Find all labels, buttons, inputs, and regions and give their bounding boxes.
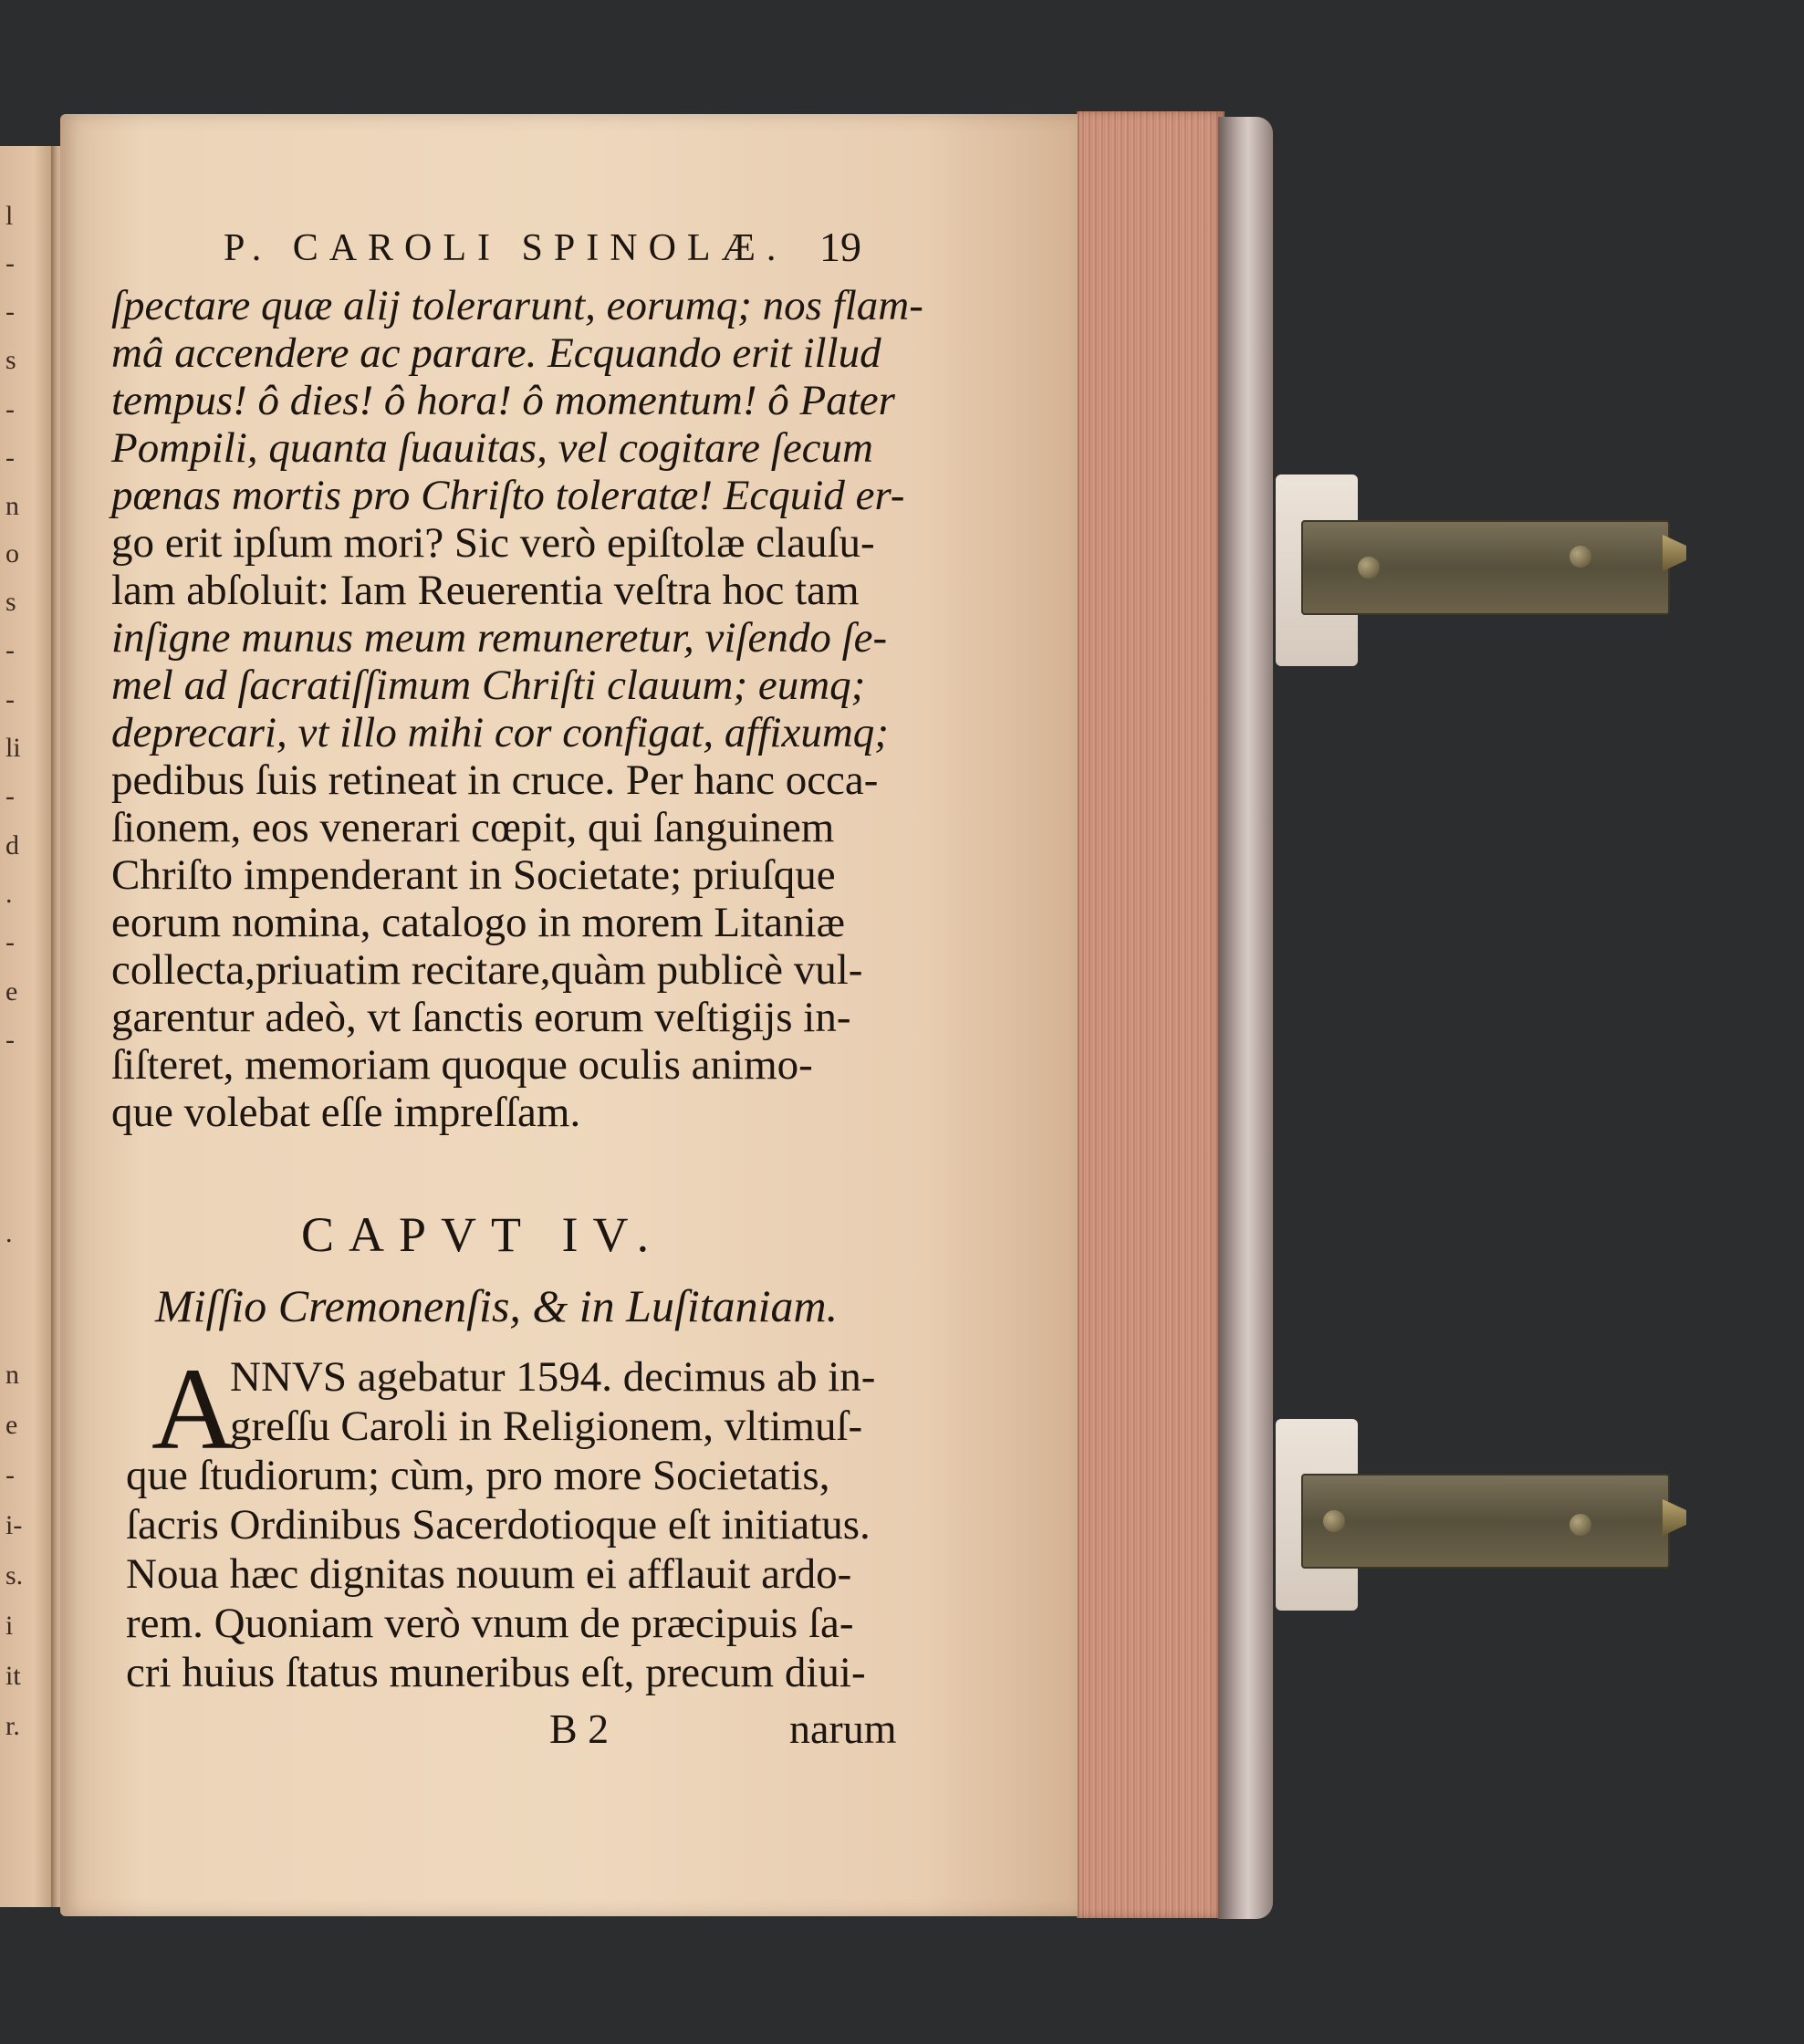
text-line: lam abſoluit: Iam Reuerentia veſtra hoc tam bbox=[111, 567, 860, 614]
text-line: Noua hæc dignitas nouum ei afflauit ardo- bbox=[126, 1550, 852, 1598]
clasp-plate bbox=[1301, 520, 1670, 615]
left-page-fragment: - bbox=[5, 443, 15, 473]
text-line: que ſtudiorum; cùm, pro more Societatis, bbox=[126, 1452, 830, 1499]
left-page-fragment: o bbox=[5, 538, 19, 568]
drop-cap-initial: A bbox=[151, 1344, 236, 1474]
left-page-fragment: i bbox=[5, 1611, 14, 1641]
left-page-fragment: r. bbox=[5, 1711, 20, 1741]
left-page-fragment: n bbox=[5, 491, 19, 521]
page-block-edge bbox=[1077, 111, 1225, 1918]
text-line: greſſu Caroli in Religionem, vltimuſ- bbox=[230, 1403, 863, 1450]
left-page-fragment: - bbox=[5, 781, 15, 811]
chapter-subtitle: Miſſio Cremonenſis, & in Luſitaniam. bbox=[155, 1280, 839, 1331]
left-page-fragment: it bbox=[5, 1661, 21, 1691]
left-page-fragment: - bbox=[5, 684, 15, 714]
text-line: tempus! ô dies! ô hora! ô momentum! ô Pater bbox=[111, 377, 895, 424]
left-page-fragment: l bbox=[5, 201, 14, 231]
left-page-fragment: . bbox=[5, 1218, 13, 1248]
text-line: Pompili, quanta ſuauitas, vel cogitare ſecum bbox=[111, 424, 873, 472]
text-line: mel ad ſacratiſſimum Chriſti clauum; eumq; bbox=[111, 662, 866, 709]
rivet-icon bbox=[1323, 1510, 1345, 1532]
text-line: ſpectare quæ alij tolerarunt, eorumq; nos flam- bbox=[111, 282, 923, 329]
text-line: mâ accendere ac parare. Ecquando erit illud bbox=[111, 329, 881, 377]
left-page-fragment: s bbox=[5, 345, 16, 375]
left-page-fragment: - bbox=[5, 635, 15, 665]
text-line: ſionem, eos venerari cœpit, qui ſanguinem bbox=[111, 804, 835, 851]
left-page-fragment: - bbox=[5, 297, 15, 327]
left-page-fragment: - bbox=[5, 927, 15, 957]
left-page-fragment: e bbox=[5, 1410, 18, 1440]
left-page-fragment: - bbox=[5, 394, 15, 424]
rivet-icon bbox=[1569, 1514, 1591, 1536]
clasp-plate bbox=[1301, 1474, 1670, 1569]
text-line: NNVS agebatur 1594. decimus ab in- bbox=[230, 1353, 876, 1401]
left-page-fragment: - bbox=[5, 248, 15, 278]
text-line: ſiſteret, memoriam quoque oculis animo- bbox=[111, 1041, 813, 1089]
page-number: 19 bbox=[819, 224, 861, 270]
text-line: eorum nomina, catalogo in morem Litaniæ bbox=[111, 899, 846, 946]
chapter-title: CAPVT IV. bbox=[301, 1207, 664, 1262]
text-line: inſigne munus meum remuneretur, viſendo ſe- bbox=[111, 614, 888, 662]
left-page-fragment: . bbox=[5, 879, 13, 909]
left-page-fragment: d bbox=[5, 830, 19, 860]
left-page-fragment: e bbox=[5, 976, 18, 1006]
text-line: Chriſto impenderant in Societate; priuſque bbox=[111, 851, 836, 899]
text-line: pœnas mortis pro Chriſto toleratæ! Ecquid er- bbox=[111, 472, 905, 519]
clasp-hook-icon bbox=[1663, 1499, 1686, 1536]
left-page-edge bbox=[0, 146, 57, 1907]
left-page-fragment: li bbox=[5, 733, 21, 763]
left-page-fragment: i- bbox=[5, 1510, 23, 1540]
catchword: narum bbox=[789, 1705, 897, 1752]
text-line: ſacris Ordinibus Sacerdotioque eſt initiatus. bbox=[126, 1501, 871, 1549]
left-page-fragment: - bbox=[5, 1025, 15, 1055]
cover-edge bbox=[1218, 117, 1273, 1919]
left-page-fragment: s bbox=[5, 587, 16, 617]
text-line: cri huius ſtatus muneribus eſt, precum diui- bbox=[126, 1649, 866, 1696]
left-page-fragment: s. bbox=[5, 1560, 24, 1590]
clasp-hook-icon bbox=[1663, 535, 1686, 571]
running-head: P. CAROLI SPINOLÆ. bbox=[224, 227, 787, 269]
text-line: pedibus ſuis retineat in cruce. Per hanc occa- bbox=[111, 756, 879, 804]
text-line: collecta,priuatim recitare,quàm publicè vul- bbox=[111, 946, 863, 994]
text-line: garentur adeò, vt ſanctis eorum veſtigijs in- bbox=[111, 994, 851, 1041]
left-page-fragment: n bbox=[5, 1360, 19, 1390]
text-line: rem. Quoniam verò vnum de præcipuis ſa- bbox=[126, 1600, 854, 1647]
text-line: go erit ipſum mori? Sic verò epiſtolæ clauſu- bbox=[111, 519, 875, 567]
signature-mark: B 2 bbox=[549, 1705, 610, 1752]
text-line: deprecari, vt illo mihi cor configat, affixumq; bbox=[111, 709, 889, 756]
rivet-icon bbox=[1358, 557, 1380, 579]
left-page-fragment: - bbox=[5, 1460, 15, 1490]
rivet-icon bbox=[1569, 546, 1591, 568]
text-line: que volebat eſſe impreſſam. bbox=[111, 1089, 581, 1136]
